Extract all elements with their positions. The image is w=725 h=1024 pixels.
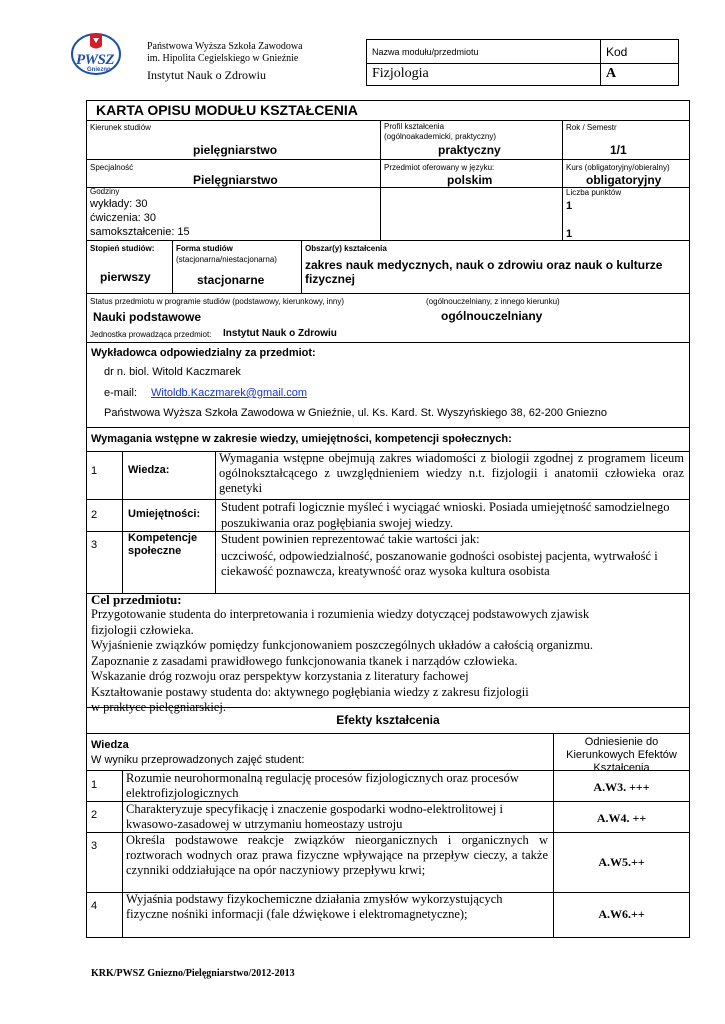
module-code: A	[606, 66, 617, 81]
lecturer-heading: Wykładowca odpowiedzialny za przedmiot:	[91, 347, 316, 359]
goal-list	[91, 607, 689, 716]
effect-row-3-text: Określa podstawowe reakcje związków nieorganicznych i organicznych w roztworach wodnych oraz prawa fizyczne wpływające na przepływ cieczy, a także czynniki oddziałujące na opór naczyniowy przepływu krwi;	[126, 833, 548, 877]
hours-exercises: ćwiczenia: 30	[90, 212, 157, 224]
goal-line: w praktyce pielęgniarskiej.	[91, 700, 227, 714]
effect-row-2-ref: A.W4. ++	[596, 811, 647, 825]
lecturer-address: Państwowa Wyższa Szkoła Zawodowa w Gnieźnie, ul. Ks. Kard. St. Wyszyńskiego 38, 62-200 Gniezno	[104, 407, 607, 419]
institute-name: Instytut Nauk o Zdrowiu	[147, 68, 266, 82]
module-name-label: Nazwa modułu/przedmiotu	[372, 47, 479, 57]
effect-row-4-ref: A.W6.++	[598, 907, 645, 921]
specialty-label: Specjalność	[90, 163, 134, 172]
lecturer-email-link[interactable]: Witoldb.Kaczmarek@gmail.com	[151, 387, 308, 399]
area-value: zakres nauk medycznych, nauk o zdrowiu oraz nauk o kulturze fizycznej	[305, 258, 663, 286]
hours-label: Godziny	[90, 187, 120, 196]
year-label: Rok / Semestr	[566, 123, 617, 132]
unit-value: Instytut Nauk o Zdrowiu	[223, 328, 337, 339]
hours-lectures: wykłady: 30	[90, 198, 148, 210]
effect-row-1-num: 1	[91, 779, 98, 791]
course-label: Kurs (obligatoryjny/obieralny)	[566, 163, 670, 172]
goal-line: Zapoznanie z zasadami prawidłowego funkcjonowania tkanek i narządów człowieka.	[91, 653, 518, 668]
page-footer: KRK/PWSZ Gniezno/Pielęgniarstwo/2012-2013	[91, 968, 295, 979]
goal-line: Wskazanie dróg rozwoju oraz perspektyw korzystania z literatury fachowej	[91, 669, 469, 683]
module-name: Fizjologia	[372, 66, 429, 81]
effect-row-1-ref: A.W3. +++	[593, 780, 650, 794]
level-value: pierwszy	[100, 270, 151, 284]
hours-self-study: samokształcenie: 15	[90, 226, 190, 238]
req-row-1-num: 1	[91, 465, 98, 477]
area-label: Obszar(y) kształcenia	[305, 244, 387, 253]
field-label: Kierunek studiów	[90, 123, 151, 132]
email-label: e-mail:	[104, 387, 138, 399]
course-value: obligatoryjny	[586, 173, 662, 187]
status-label: Status przedmiotu w programie studiów (podstawowy, kierunkowy, inny)	[90, 297, 345, 306]
logo-text: PWSZ	[76, 52, 115, 68]
req-row-2-text: Student potrafi logicznie myśleć i wyciągać wnioski. Posiada umiejętność samodzielnego poszukiwania oraz pogłębiania swojej wiedzy.	[221, 500, 670, 530]
knowledge-sublabel: W wyniku przeprowadzonych zajęć student:	[91, 754, 305, 766]
req-row-3-num: 3	[91, 539, 98, 551]
req-row-3-text-values: uczciwość, odpowiedzialność, poszanowanie godności osobistej pacjenta, wytrwałość i ciekawość poznawcza, kreatywność oraz wysoka kultura osobista	[221, 549, 658, 578]
pwsz-logo	[70, 30, 122, 76]
req-row-1-label: Wiedza:	[128, 464, 170, 476]
reference-header: Odniesienie do Kierunkowych Efektów Kształcenia	[566, 736, 677, 774]
effect-row-4-text: Wyjaśnia podstawy fizykochemiczne działania zmysłów wykorzystujących fizyczne nośniki informacji (fale dźwiękowe i elektromagnetyczne);	[126, 892, 503, 921]
language-label: Przedmiot oferowany w języku:	[384, 163, 495, 172]
knowledge-label: Wiedza	[91, 739, 129, 751]
level-label: Stopień studiów:	[90, 244, 155, 253]
effect-row-3-ref: A.W5.++	[598, 855, 645, 869]
profile-value: praktyczny	[438, 143, 501, 157]
effect-row-2-text: Charakteryzuje specyfikację i znaczenie gospodarki wodno-elektrolitowej i kwasowo-zasadowej w utrzymaniu homeostazy ustroju	[126, 802, 503, 831]
unit-label: Jednostka prowadząca przedmiot:	[90, 330, 212, 339]
general-label: (ogólnouczelniany, z innego kierunku)	[426, 297, 560, 306]
req-row-2-label: Umiejętności:	[128, 508, 201, 520]
form-sublabel: (stacjonarna/niestacjonarna)	[176, 255, 277, 264]
req-row-3-label: Kompetencje społeczne	[128, 532, 198, 557]
form-label: Forma studiów	[176, 244, 233, 253]
profile-sublabel: (ogólnoakademicki, praktyczny)	[384, 132, 497, 141]
effect-row-4-num: 4	[91, 900, 98, 912]
profile-label: Profil kształcenia	[384, 122, 445, 131]
year-value: 1/1	[610, 143, 627, 157]
points-value-1: 1	[566, 200, 573, 212]
goal-line: Kształtowanie postawy studenta do: aktywnego pogłębiania wiedzy z zakresu fizjologii	[91, 684, 529, 699]
goal-heading: Cel przedmiotu:	[91, 592, 182, 607]
institution-line2: im. Hipolita Cegielskiego w Gnieźnie	[147, 53, 299, 64]
language-value: polskim	[447, 173, 493, 187]
code-label: Kod	[606, 45, 628, 59]
card-title: KARTA OPISU MODUŁU KSZTAŁCENIA	[96, 102, 358, 118]
lecturer-name: dr n. biol. Witold Kaczmarek	[104, 366, 241, 378]
effect-row-1-text: Rozumie neurohormonalną regulację procesów fizjologicznych oraz procesów elektrofizjologicznych	[126, 771, 519, 800]
req-row-2-num: 2	[91, 509, 98, 521]
goal-line: Przygotowanie studenta do interpretowania i rozumienia wiedzy dotyczącej podstawowych zjawisk	[91, 607, 590, 621]
effect-row-2-num: 2	[91, 809, 98, 821]
logo-subtext: Gniezno	[87, 67, 111, 73]
req-row-3-text-intro: Student powinien reprezentować takie wartości jak:	[221, 532, 480, 546]
effect-row-3-num: 3	[91, 840, 98, 852]
status-value: Nauki podstawowe	[93, 310, 202, 324]
effects-heading: Efekty kształcenia	[336, 713, 440, 727]
goal-line: fizjologii człowieka.	[91, 622, 194, 637]
requirements-heading: Wymagania wstępne w zakresie wiedzy, umiejętności, kompetencji społecznych:	[91, 433, 512, 445]
points-label: Liczba punktów	[566, 188, 622, 197]
req-row-1-text: Wymagania wstępne obejmują zakres wiadomości z biologii zgodnej z programem liceum ogólnokształcącego z uwzględnieniem wiedzy n.t. fizjologii i anatomii człowieka oraz genetyki	[219, 451, 684, 495]
institution-line1: Państwowa Wyższa Szkoła Zawodowa	[147, 41, 303, 52]
form-value: stacjonarne	[197, 273, 265, 287]
general-value: ogólnouczelniany	[441, 309, 543, 323]
specialty-value: Pielęgniarstwo	[193, 173, 278, 187]
field-value: pielęgniarstwo	[193, 143, 278, 157]
points-value-2: 1	[566, 228, 573, 240]
goal-line: Wyjaśnienie związków pomiędzy funkcjonowaniem poszczególnych układów a całością organizmu.	[91, 638, 593, 652]
